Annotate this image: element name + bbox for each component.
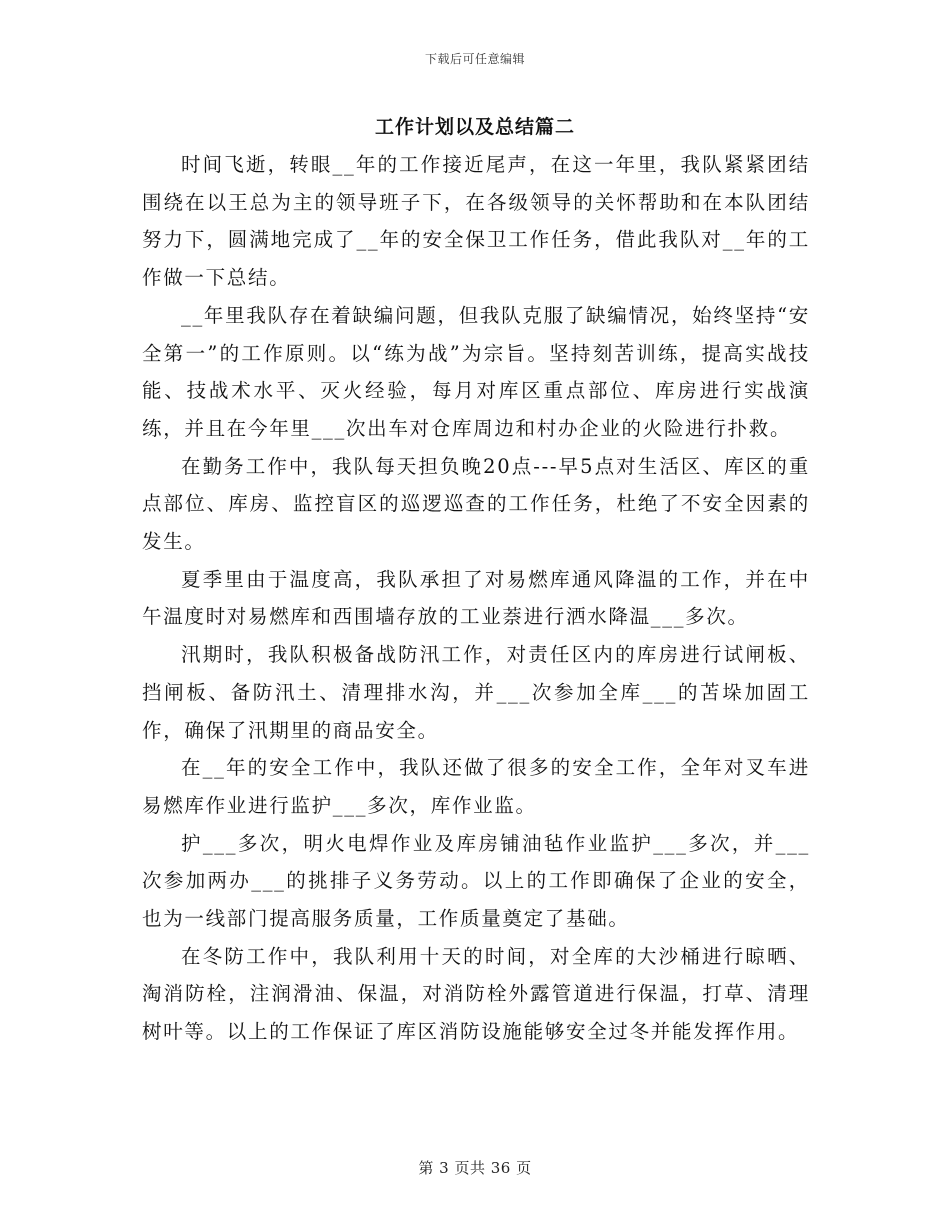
paragraph: 在勤务工作中，我队每天担负晚20点---早5点对生活区、库区的重点部位、库房、监控盲区的巡逻巡查的工作任务，杜绝了不安全因素的发生。 — [142, 454, 810, 554]
paragraph: __年里我队存在着缺编问题，但我队克服了缺编情况，始终坚持“安全第一”的工作原则。以“练为战”为宗旨。坚持刻苦训练，提高实战技能、技战术水平、灭火经验，每月对库区重点部位、库房进行实战演练，并且在今年里___次出车对仓库周边和村办企业的火险进行扑救。 — [142, 303, 810, 440]
paragraph: 汛期时，我队积极备战防汛工作，对责任区内的库房进行试闸板、挡闸板、备防汛土、清理排水沟，并___次参加全库___的苫垛加固工作，确保了汛期里的商品安全。 — [142, 643, 810, 742]
paragraph: 护___多次，明火电焊作业及库房铺油毡作业监护___多次，并___次参加两办___的挑排子义务劳动。以上的工作即确保了企业的安全，也为一线部门提高服务质量，工作质量奠定了基础。 — [142, 831, 810, 931]
paragraph: 在__年的安全工作中，我队还做了很多的安全工作，全年对叉车进易燃库作业进行监护___多次，库作业监。 — [142, 756, 810, 817]
page-number: 第 3 页共 36 页 — [418, 1159, 532, 1177]
paragraph: 时间飞逝，转眼__年的工作接近尾声，在这一年里，我队紧紧团结围绕在以王总为主的领导班子下，在各级领导的关怀帮助和在本队团结努力下，圆满地完成了__年的安全保卫工作任务，借此我队对__年的工作做一下总结。 — [142, 153, 810, 290]
paragraph: 夏季里由于温度高，我队承担了对易燃库通风降温的工作，并在中午温度时对易燃库和西围墙存放的工业萘进行洒水降温___多次。 — [142, 567, 810, 629]
page-header: 下载后可任意编辑 — [424, 52, 525, 66]
document-title: 工作计划以及总结篇二 — [374, 116, 575, 138]
paragraph: 在冬防工作中，我队利用十天的时间，对全库的大沙桶进行晾晒、淘消防栓，注润滑油、保温，对消防栓外露管道进行保温，打草、清理树叶等。以上的工作保证了库区消防设施能够安全过冬并能发挥作用。 — [142, 944, 810, 1044]
document-body — [142, 146, 810, 1051]
